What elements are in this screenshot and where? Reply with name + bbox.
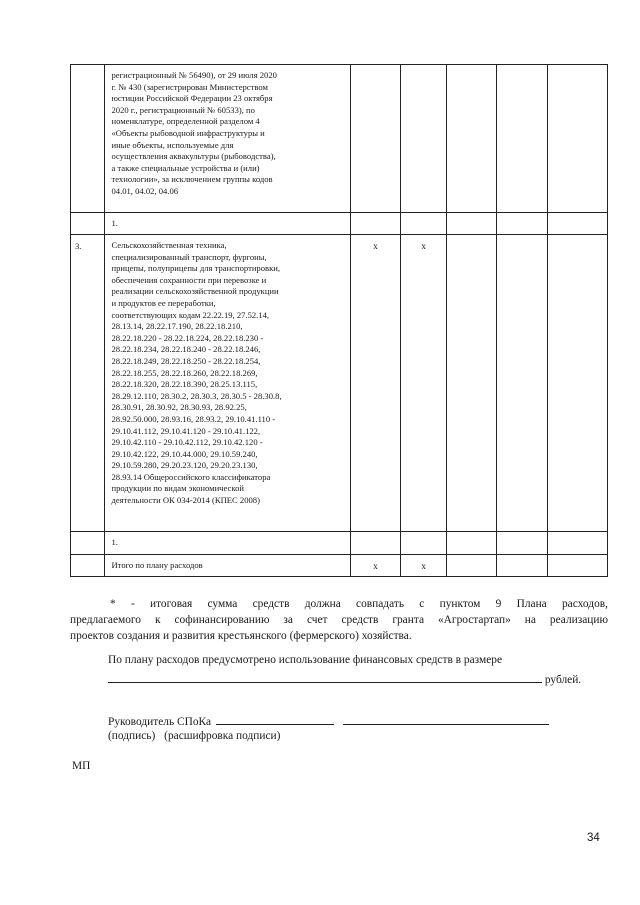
description-line: специализированный транспорт, фургоны, (111, 251, 267, 262)
description-line: иные объекты, используемые для (111, 139, 234, 150)
description-line: «Объекты рыбоводной инфраструктуры и (111, 127, 265, 138)
description-line: технологии», за исключением группы кодов (111, 174, 273, 185)
signature-role: Руководитель СПоКа (108, 716, 212, 728)
value-cell (447, 65, 497, 213)
signature-decode-caption: (расшифровка подписи) (164, 730, 281, 742)
description-line: продукции по видам экономической (111, 483, 244, 494)
row-number-cell (71, 532, 105, 555)
row-number-cell (71, 555, 105, 577)
signature-captions (108, 730, 280, 742)
table-row (71, 235, 608, 532)
description-line: 28.22.18.249, 28.22.18.250 - 28.22.18.254, (111, 355, 261, 366)
footnote (70, 596, 608, 644)
x-mark-cell (350, 235, 400, 532)
description-line: 28.30.91, 28.30.92, 28.30.93, 28.92.25, (111, 402, 247, 413)
row-number-cell (71, 65, 105, 213)
section-number: 3. (75, 241, 82, 251)
total-label-cell (105, 555, 351, 577)
value-cell (401, 65, 447, 213)
footnote-line: предлагаемого к софинансированию за счет средств гранта «Агростартап» на реализацию (70, 614, 608, 626)
description-line: 29.10.41.112, 29.10.41.120 - 29.10.41.122, (111, 425, 261, 436)
description-cell (105, 235, 351, 532)
description-line: деятельности ОК 034-2014 (КПЕС 2008) (111, 495, 260, 506)
item-number-cell (105, 213, 351, 235)
amount-statement: По плану расходов предусмотрено использование финансовых средств в размере (108, 654, 503, 666)
signature-caption: (подпись) (108, 730, 156, 742)
description-line: Сельскохозяйственная техника, (111, 240, 227, 250)
stamp-place-label: МП (72, 760, 91, 772)
description-line: г. № 430 (зарегистрирован Министерством (111, 81, 268, 92)
value-cell (497, 235, 548, 532)
description-line: 29.10.42.110 - 29.10.42.112, 29.10.42.120 - (111, 437, 263, 448)
description-cell (105, 65, 351, 213)
x-mark: х (373, 241, 378, 251)
value-cell (548, 532, 608, 555)
value-cell (447, 555, 497, 577)
signature-row (108, 713, 549, 728)
description-line: 28.13.14, 28.22.17.190, 28.22.18.210, (111, 321, 243, 332)
value-cell (497, 65, 548, 213)
x-mark: х (373, 561, 378, 571)
description-line: регистрационный № 56490), от 29 июля 2020 (111, 70, 277, 80)
table-row (71, 65, 608, 213)
value-cell (548, 213, 608, 235)
amount-field-row (108, 671, 581, 686)
item-label: 1. (111, 218, 118, 228)
x-mark-cell (401, 555, 447, 577)
value-cell (497, 532, 548, 555)
value-cell (447, 235, 497, 532)
description-line: юстиции Российской Федерации 23 октября (111, 93, 273, 104)
description-line: реализации сельскохозяйственной продукции (111, 286, 279, 297)
description-line: номенклатуре, определенной разделом 4 (111, 116, 260, 127)
value-cell (497, 555, 548, 577)
description-line: 04.01, 04.02, 04.06 (111, 185, 179, 196)
footnote-line: проектов создания и развития крестьянского (фермерского) хозяйства. (70, 630, 412, 642)
description-line: и продуктов ее переработки, (111, 297, 216, 308)
signature-blank-line (216, 713, 334, 725)
description-line: 2020 г., регистрационный № 60533), по (111, 104, 255, 115)
description-line: 28.22.18.320, 28.22.18.390, 28.25.13.115, (111, 379, 258, 390)
page-number: 34 (587, 832, 600, 844)
value-cell (497, 213, 548, 235)
item-label: 1. (111, 537, 118, 547)
description-line: 28.29.12.110, 28.30.2, 28.30.3, 28.30.5 - 28.30.8, (111, 390, 282, 401)
value-cell (447, 213, 497, 235)
value-cell (548, 235, 608, 532)
item-number-cell (105, 532, 351, 555)
value-cell (350, 532, 400, 555)
amount-unit: рублей. (544, 674, 582, 686)
description-line: осуществления аквакультуры (рыбоводства), (111, 151, 276, 162)
description-line: соответствующих кодам 22.22.19, 27.52.14, (111, 309, 270, 320)
row-number-cell (71, 213, 105, 235)
table-row-total (71, 555, 608, 577)
total-label: Итого по плану расходов (111, 560, 203, 570)
description-line: прицепы, полуприцепы для транспортировки, (111, 263, 280, 274)
x-mark: х (421, 241, 426, 251)
description-line: 28.93.14 Общероссийского классификатора (111, 471, 271, 482)
signature-decode-blank-line (343, 713, 549, 725)
description-line: обеспечения сохранности при перевозке и (111, 274, 267, 285)
description-line: а также специальные устройства и (или) (111, 162, 260, 173)
value-cell (548, 555, 608, 577)
description-line: 28.22.18.234, 28.22.18.240 - 28.22.18.246, (111, 344, 261, 355)
value-cell (350, 213, 400, 235)
value-cell (401, 213, 447, 235)
table-row (71, 532, 608, 555)
value-cell (548, 65, 608, 213)
amount-blank-line (108, 671, 542, 683)
description-line: 28.22.18.220 - 28.22.18.224, 28.22.18.230 - (111, 332, 264, 343)
description-line: 28.92.50.000, 28.93.16, 28.93.2, 29.10.41.110 - (111, 413, 276, 424)
description-line: 29.10.59.280, 29.20.23.120, 29.20.23.130, (111, 460, 258, 471)
footnote-line: * - итоговая сумма средств должна совпадать с пунктом 9 Плана расходов, (110, 598, 608, 610)
value-cell (350, 65, 400, 213)
description-line: 28.22.18.255, 28.22.18.260, 28.22.18.269, (111, 367, 258, 378)
x-mark-cell (401, 235, 447, 532)
expense-plan-table (70, 64, 608, 577)
x-mark-cell (350, 555, 400, 577)
row-number-cell (71, 235, 105, 532)
description-line: 29.10.42.122, 29.10.44.000, 29.10.59.240, (111, 448, 258, 459)
value-cell (447, 532, 497, 555)
table-row (71, 213, 608, 235)
value-cell (401, 532, 447, 555)
x-mark: х (421, 561, 426, 571)
